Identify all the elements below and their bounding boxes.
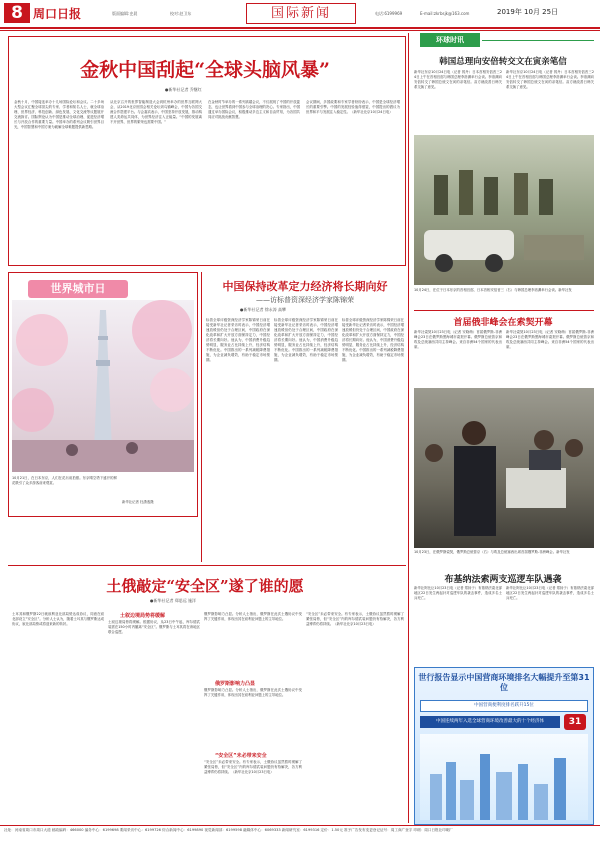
skyline-icon (420, 734, 588, 820)
turkey-russia-col-1: 土耳其和俄罗斯22日就叙利亚北部局势达成协议，同意在叙北部设立“安全区”。分析人士认为，随着土耳其与俄罗斯达成协议，叙北部局势或将迎来新的转折。 (12, 612, 104, 626)
lead-col-3: 在金秋时节举办的一系列高端会议，不仅展现了中国的开放姿态，也让世界看到中国参与全球治理的决心。专家指出，中国通过举办国际会议，积极推动多边主义和自由贸易，为各国共同应对挑战贡献智慧。 (208, 100, 300, 119)
header-rule (0, 27, 600, 29)
summit-caption: 10月23日，在俄罗斯索契，俄罗斯总统普京（右）与埃及总统塞西出席首届俄罗斯-非洲峰会。新华社发 (414, 550, 570, 554)
bottom-section-rule (8, 565, 406, 566)
email: E-mail:zkrbsjk@163.com (420, 11, 470, 16)
lead-byline: ●新华社记者 乔继红 (165, 87, 202, 92)
global-news-tag: 环球时讯 (420, 33, 480, 47)
lead-headline: 金秋中国刮起“全球头脑风暴” (80, 59, 330, 81)
china-economy-byline: ●新华社记者 徐永涛 高攀 (240, 307, 287, 312)
delegates-photo-icon (414, 388, 594, 548)
turkey-russia-col-4: “安全区”未必带来安全。有专家表示，土俄协议虽然暂时缓解了紧张局势，但“安全区”内的库尔德武装问题仍有待解决，各方利益博弈仍将持续。（新华社北京10月23日电） (306, 612, 404, 626)
ad-line-1: 中国营商便利度排名跃升15位 (420, 700, 588, 712)
korea-caption: 10月24日，在位于日本东京的首相官邸，日本首相安倍晋三（右）与韩国总理李洛渊举行会谈。新华社发 (414, 288, 572, 292)
issue-date: 2019年 10月 25日 (497, 8, 559, 16)
right-column-divider (408, 33, 409, 823)
burkina-body-1: 新华社阿比让10月23日电（记者 郑扬子）布基纳法索北部地区22日发生两起针对巡逻车队的袭击事件，造成多名士兵死亡。 (414, 586, 502, 600)
turkey-russia-col-3b: 俄罗斯影响力凸显。分析人士指出，俄罗斯在此次土俄协议中发挥了关键作用，体现出其在叙利亚问题上的主导地位。 (204, 688, 302, 697)
ad-line-2: 中国连续两年入选全球营商环境改善最大的十个经济体 (420, 716, 560, 728)
china-economy-subtitle: ——访标普资深经济学家陈锦荣 (256, 296, 354, 304)
world-city-day-caption: 10月21日，在日本东京，人们在花坛前拍照。东京晴空塔下盛开的鲜花吸引了众多游客前来观赏。 (12, 476, 117, 485)
china-economy-col-3: 标普全球评级资深经济学家陈锦荣日前在接受新华社记者采访时表示，中国经济增速放缓但仍处于合理区间，中国政府在深化改革和扩大开放方面保持定力，中国经济将长期向好。他认为，中国消费升级趋势明显，服务业占比持续上升，经济结构不断优化。中国推出的一系列减税降费措施，为企业减负增效，有助于稳定市场预期。 (342, 318, 404, 362)
turkey-russia-col-3a: 俄罗斯影响力凸显。分析人士指出，俄罗斯在此次土俄协议中发挥了关键作用，体现出其在叙利亚问题上的主导地位。 (204, 612, 302, 621)
summit-photo (414, 388, 594, 548)
turkey-russia-headline: 土俄敲定“安全区”遂了谁的愿 (106, 577, 304, 595)
paper-name: 周口日报 (33, 7, 82, 21)
turkey-russia-col-2: 土叙边境局势将缓解。根据协议，从23日中午起，库尔德武装需在150小时内撤离“安全区”。俄罗斯与土耳其将在该地区联合巡逻。 (108, 620, 200, 634)
korea-body-1: 新华社东京10月24日电（记者 郭丹）日本首相安倍晋三24日上午在首相官邸与韩国总理李洛渊举行会谈。李洛渊向安倍转交了韩国总统文在寅的亲笔信。双方就改善日韩关系交换了意见。 (414, 70, 502, 89)
section-rule (414, 310, 594, 311)
turkey-russia-byline: ●新华社记者 郑思远 施洋 (150, 598, 197, 603)
subhead-safe-zone: “安全区”未必带来安全 (215, 753, 267, 759)
summit-body-1: 新华社索契10月23日电（记者 安晓萌）首届俄罗斯-非洲峰会23日在俄罗斯黑海城市索契开幕。俄罗斯总统普京和埃及总统塞西共同主持峰会。来自非洲54个国家的代表出席。 (414, 330, 502, 349)
column-divider (201, 272, 202, 562)
ad-rank-badge: 31 (564, 714, 586, 730)
proof-credit: 校对:赵卫东 (170, 11, 192, 16)
section-title: 国际新闻 (246, 3, 356, 24)
ad-infographic (420, 734, 588, 820)
korea-body-2: 新华社东京10月24日电（记者 郭丹）日本首相安倍晋三24日上午在首相官邸与韩国总理李洛渊举行会谈。李洛渊向安倍转交了韩国总统文在寅的亲笔信。双方就改善日韩关系交换了意见。 (506, 70, 594, 89)
page-number: 8 (4, 3, 30, 23)
ad-headline: 世行报告显示中国营商环境排名大幅提升至第31位 (418, 673, 590, 692)
tokyo-skytree-photo (12, 300, 194, 472)
burkina-faso-headline: 布基纳法索两支巡逻车队遇袭 (444, 575, 562, 585)
phone: 电话:6199969 (375, 11, 403, 16)
subhead-russia: 俄罗斯影响力凸显 (215, 681, 256, 687)
russia-africa-summit-headline: 首届俄非峰会在索契开幕 (453, 318, 553, 328)
soldiers-photo-icon (414, 135, 594, 285)
korea-headline: 韩国总理向安倍转交文在寅亲笔信 (439, 57, 567, 67)
lead-col-2: 从北京召开的世界智能制造大会到杭州举办的世界互联网大会，从2019北京世园会相关论坛到乌镇峰会，中国为各国交流合作搭建平台。与会嘉宾表示，中国坚持开放发展，推动构建人类命运共同体，为世界经济注入正能量。“中国的发展离不开世界，世界的繁荣也需要中国。” (110, 100, 202, 124)
world-city-day-title: 世界城市日 (28, 280, 128, 298)
tag-rule (482, 40, 594, 41)
lead-col-1: 金秋十月，中国接连举办十几场国际论坛和会议。二十多场大型会议汇聚全球顶尖的专家、学者和知名人士，就全球治理、世界经济、科技创新、绿色发展、文化交流等议题展开交流探讨。国际舆论认为中国是推动全球治理、促进经济增长与开放合作的重要力量。中国举办的系列会议吸引世界目光，中国智慧和中国方案为破解全球难题提供新思路。 (14, 100, 104, 129)
subhead-border: 土叙边境局势将缓解 (120, 613, 166, 619)
lead-col-4: 会议期间，多国政要和专家学者纷纷表示，中国是全球经济增长的重要引擎。中国的发展经验值得借鉴，中国提出的倡议为世界和平与发展注入稳定性。（新华社北京10月24日电） (306, 100, 400, 114)
editor-credit: 版面编辑:史晨 (112, 11, 138, 16)
header-rule-thin (0, 30, 600, 31)
turkey-russia-col-3c: “安全区”未必带来安全。有专家表示，土俄协议虽然暂时缓解了紧张局势，但“安全区”内的库尔德武装问题仍有待解决，各方利益博弈仍将持续。（新华社北京10月23日电） (204, 760, 302, 774)
tower-illustration-icon (12, 300, 194, 472)
world-city-day-credit: 新华社记者 杜潇逸摄 (122, 500, 154, 504)
footer-rule (0, 825, 600, 826)
footer-info: 社址：河南省周口市周口大道 邮政编码：466000 编务中心：6199698 要闻采访中心：6199726 综合新闻中心：6199890 视觉新闻部：6199598 融媒体中心：6069333 新闻研究室：6199316 定价：1.50元 准予广告发布变更登记证号：周工商广登字 印刷：周口日报社印刷厂 (4, 828, 454, 832)
china-economy-col-2: 标普全球评级资深经济学家陈锦荣日前在接受新华社记者采访时表示，中国经济增速放缓但仍处于合理区间，中国政府在深化改革和扩大开放方面保持定力，中国经济将长期向好。他认为，中国消费升级趋势明显，服务业占比持续上升，经济结构不断优化。中国推出的一系列减税降费措施，为企业减负增效，有助于稳定市场预期。 (274, 318, 338, 362)
china-economy-headline: 中国保持改革定力经济将长期向好 (222, 280, 388, 293)
china-economy-col-1: 标普全球评级资深经济学家陈锦荣日前在接受新华社记者采访时表示，中国经济增速放缓但仍处于合理区间，中国政府在深化改革和扩大开放方面保持定力，中国经济将长期向好。他认为，中国消费升级趋势明显，服务业占比持续上升，经济结构不断优化。中国推出的一系列减税降费措施，为企业减负增效，有助于稳定市场预期。 (206, 318, 270, 362)
korea-meeting-photo (414, 135, 594, 285)
masthead (0, 0, 600, 26)
summit-body-2: 新华社索契10月23日电（记者 安晓萌）首届俄罗斯-非洲峰会23日在俄罗斯黑海城市索契开幕。俄罗斯总统普京和埃及总统塞西共同主持峰会。来自非洲54个国家的代表出席。 (506, 330, 594, 349)
burkina-body-2: 新华社阿比让10月23日电（记者 郑扬子）布基纳法索北部地区22日发生两起针对巡逻车队的袭击事件，造成多名士兵死亡。 (506, 586, 594, 600)
